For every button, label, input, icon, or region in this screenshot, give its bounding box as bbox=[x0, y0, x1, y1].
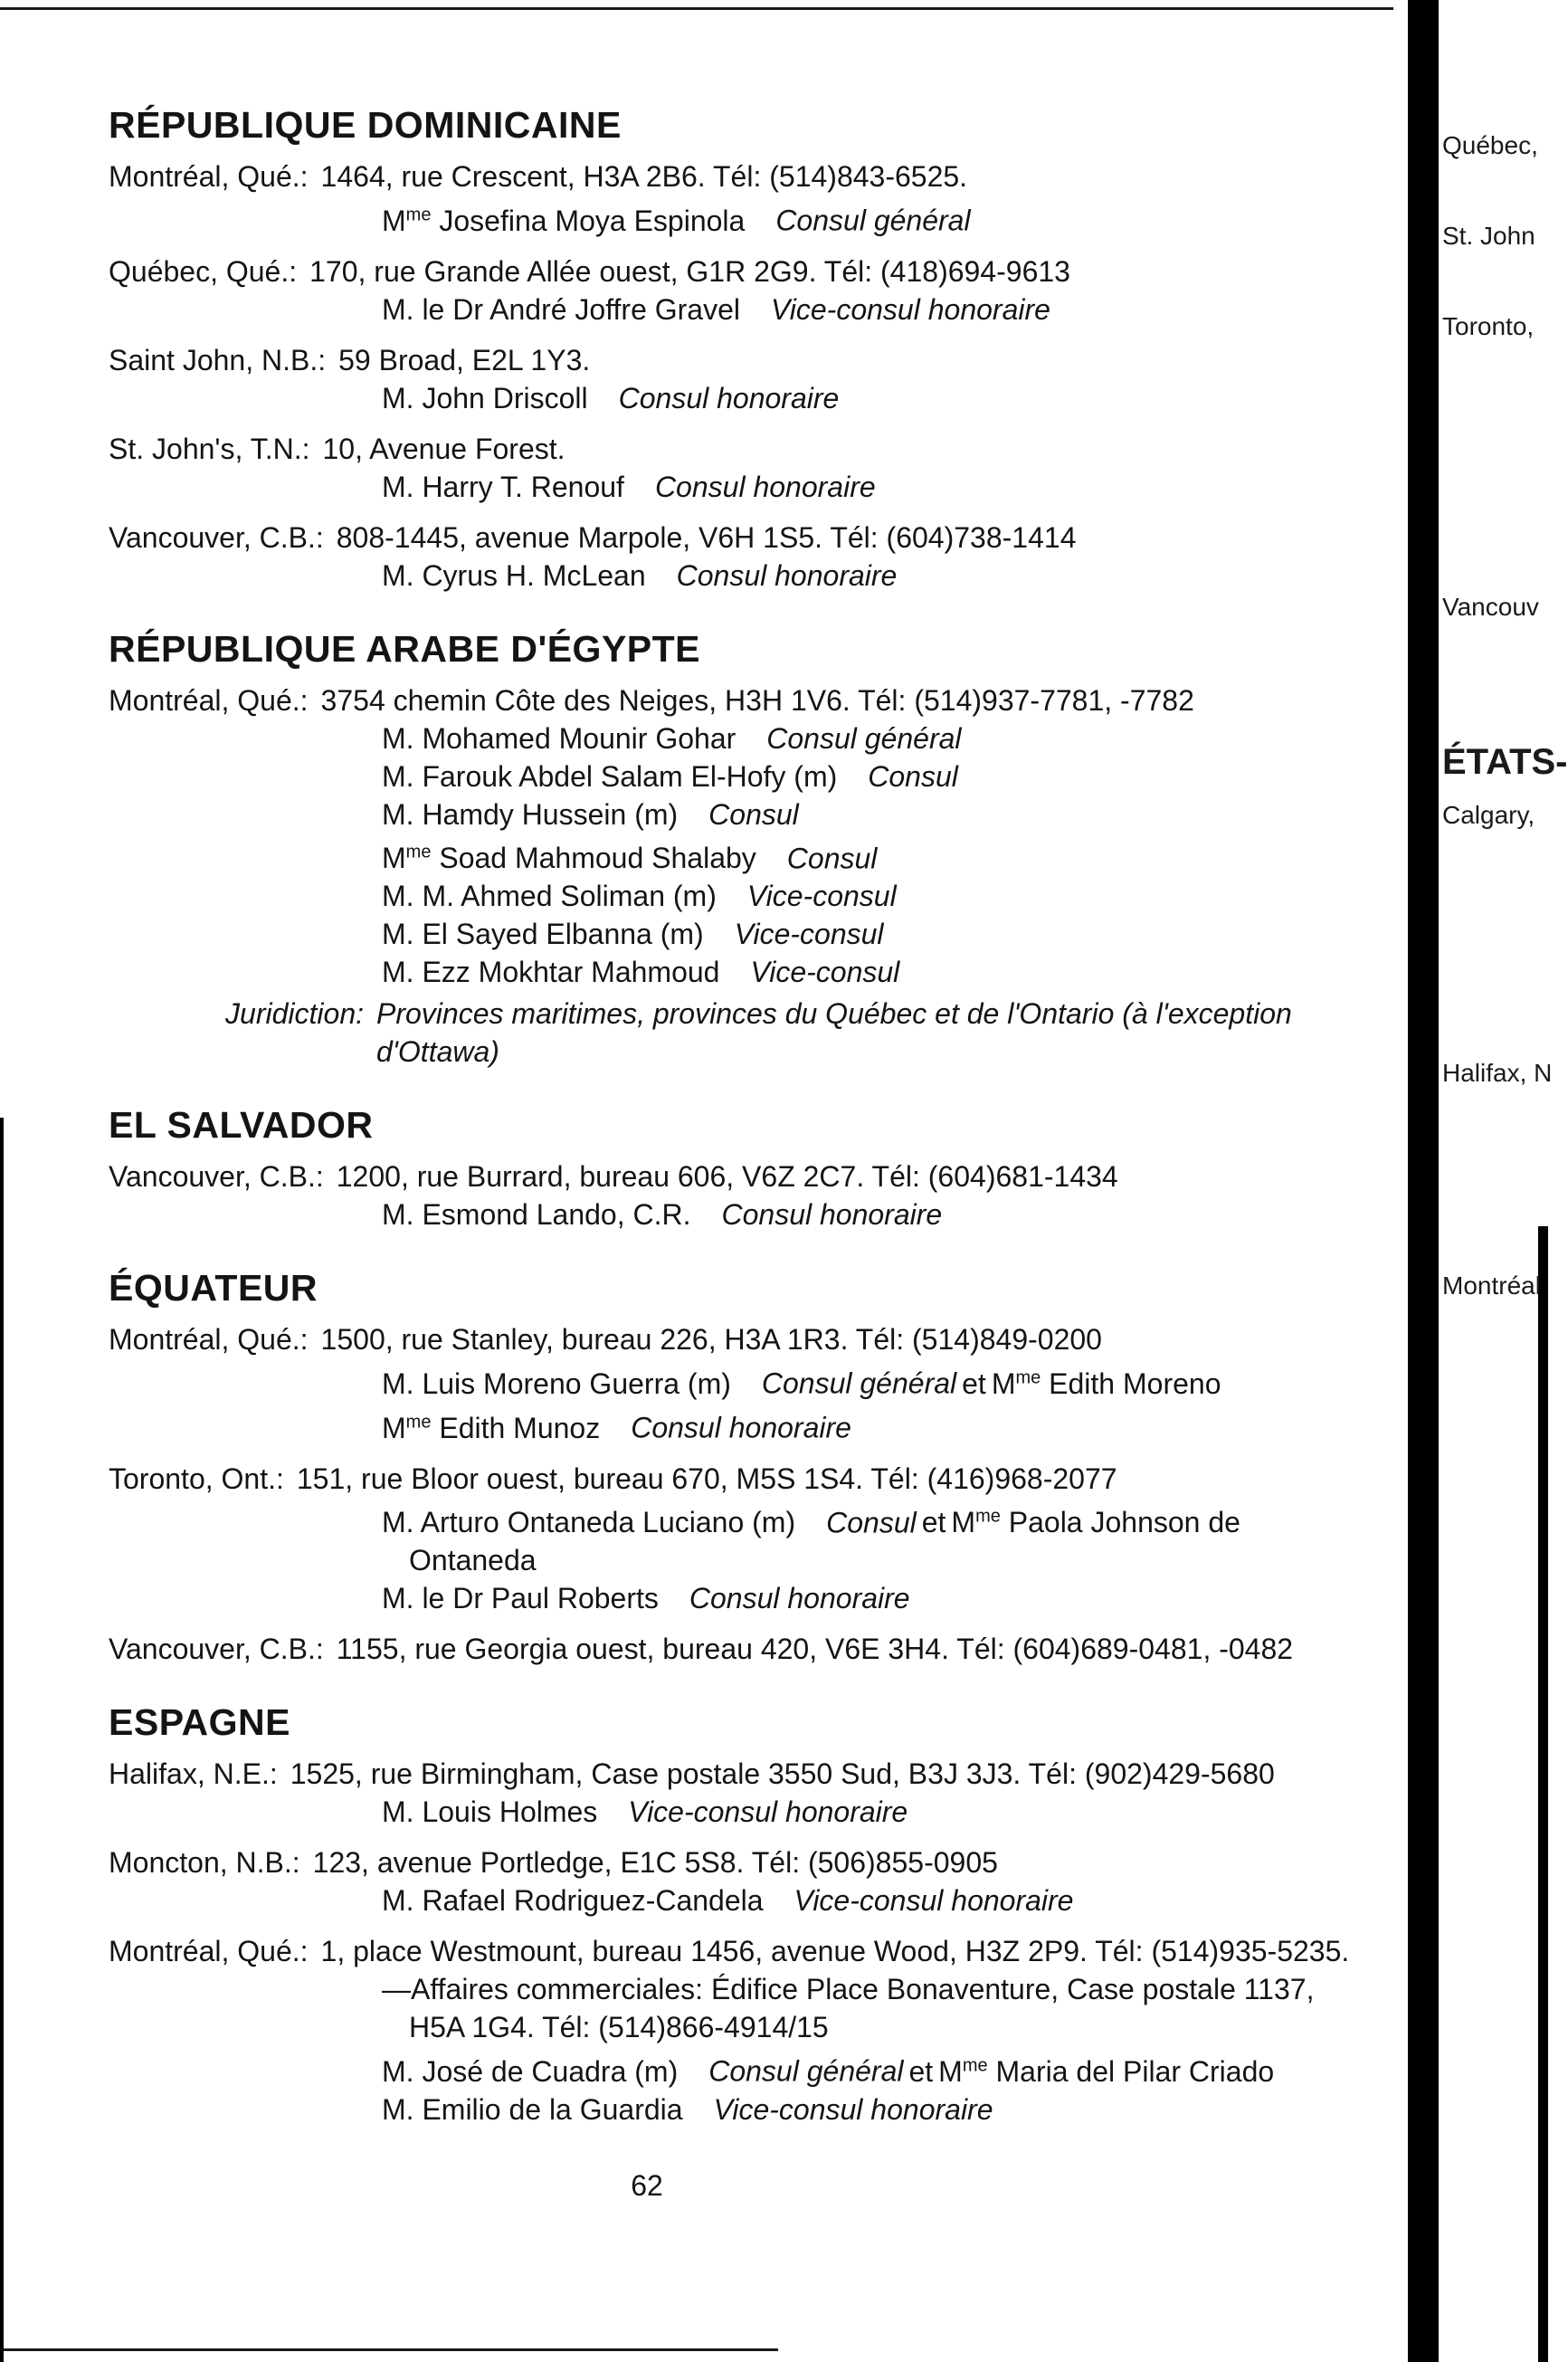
spouse-name bbox=[951, 1506, 1240, 1538]
official-line bbox=[109, 877, 1402, 915]
consulate-entry bbox=[109, 1630, 1402, 1668]
city-label: Montréal, Qué.: bbox=[109, 1323, 309, 1357]
official-line bbox=[109, 795, 1402, 833]
name-text: Edith Munoz bbox=[431, 1411, 601, 1444]
official-name bbox=[382, 880, 717, 912]
facing-page-text: Montréal bbox=[1442, 1271, 1541, 1300]
official-line bbox=[109, 2091, 1402, 2129]
consulate-entry bbox=[109, 1320, 1402, 1446]
name-prefix: M. le Dr André Joffre Gravel bbox=[382, 292, 740, 326]
official-name bbox=[382, 1795, 597, 1828]
honorific-superscript: me bbox=[405, 1411, 432, 1432]
name-text: Soad Mahmoud Shalaby bbox=[431, 842, 756, 875]
facing-page-text: Vancouv bbox=[1442, 593, 1539, 621]
consulate-entry bbox=[109, 1460, 1402, 1618]
address-text: 1464, rue Crescent, H3A 2B6. Tél: (514)843-6525. bbox=[320, 160, 968, 193]
official-name bbox=[382, 1367, 731, 1400]
city-label: St. John's, T.N.: bbox=[109, 432, 310, 465]
conjunction: et bbox=[908, 2054, 934, 2088]
city-label: Montréal, Qué.: bbox=[109, 1935, 309, 1968]
official-title: Vice-consul bbox=[746, 880, 897, 913]
name-prefix: M. Cyrus H. McLean bbox=[382, 558, 646, 592]
facing-page-text: Calgary, bbox=[1442, 801, 1535, 829]
name-prefix: M. Harry T. Renouf bbox=[382, 470, 624, 503]
official-name bbox=[382, 205, 745, 237]
entry-header-row bbox=[109, 252, 1402, 290]
entry-header-row bbox=[109, 1755, 1402, 1793]
city-label: Montréal, Qué.: bbox=[109, 160, 309, 193]
city-label: Halifax, N.E.: bbox=[109, 1757, 278, 1791]
official-line bbox=[109, 290, 1402, 329]
official-line bbox=[109, 557, 1402, 595]
commercial-affairs-line: —Affaires commerciales: Édifice Place Bonaventure, Case postale 1137, bbox=[382, 1973, 1315, 2006]
name-prefix: M. Emilio de la Guardia bbox=[382, 2092, 683, 2126]
name-prefix: M. Hamdy Hussein (m) bbox=[382, 797, 679, 831]
official-name bbox=[382, 293, 740, 326]
city-label: Vancouver, C.B.: bbox=[109, 1633, 324, 1666]
official-title: Consul général bbox=[708, 2054, 904, 2088]
official-title: Consul bbox=[868, 759, 958, 793]
entry-header-row bbox=[109, 681, 1402, 719]
name-prefix: M. Louis Holmes bbox=[382, 1795, 598, 1829]
name-prefix: M. Arturo Ontaneda Luciano (m) bbox=[382, 1506, 796, 1539]
address-text: 123, avenue Portledge, E1C 5S8. Tél: (506)855-0905 bbox=[312, 1846, 998, 1880]
address-text: 1500, rue Stanley, bureau 226, H3A 1R3. Tél: (514)849-0200 bbox=[320, 1323, 1102, 1357]
conjunction: et bbox=[921, 1506, 946, 1539]
spouse-text: Edith Moreno bbox=[1041, 1367, 1221, 1400]
consulate-entry bbox=[109, 1157, 1402, 1233]
facing-page-fragment bbox=[1442, 0, 1568, 2362]
official-name bbox=[382, 1198, 690, 1231]
official-title: Consul honoraire bbox=[631, 1411, 851, 1444]
official-line bbox=[109, 833, 1402, 878]
official-line bbox=[109, 1498, 1402, 1542]
honorific-superscript: me bbox=[962, 2055, 988, 2076]
spouse-prefix: M bbox=[991, 1367, 1016, 1400]
official-title: Vice-consul honoraire bbox=[771, 292, 1050, 326]
official-title: Consul honoraire bbox=[676, 558, 898, 592]
official-name bbox=[382, 842, 756, 874]
official-name bbox=[382, 471, 624, 503]
official-name bbox=[382, 1582, 659, 1614]
facing-page-text: Halifax, N bbox=[1442, 1059, 1553, 1087]
official-line bbox=[109, 1881, 1402, 1919]
jurisdiction-label: Juridiction: bbox=[225, 997, 364, 1031]
entry-header-row bbox=[109, 1460, 1402, 1498]
section-heading: ÉQUATEUR bbox=[109, 1267, 318, 1310]
official-title: Consul honoraire bbox=[721, 1198, 943, 1232]
official-title: Consul bbox=[786, 842, 878, 875]
official-name bbox=[382, 1506, 795, 1538]
official-name bbox=[382, 1884, 764, 1917]
official-title: Consul général bbox=[761, 1367, 957, 1400]
section-heading: RÉPUBLIQUE DOMINICAINE bbox=[109, 104, 622, 146]
spouse-name bbox=[992, 1367, 1221, 1400]
official-title: Consul honoraire bbox=[689, 1582, 910, 1615]
name-prefix: M. le Dr Paul Roberts bbox=[382, 1582, 659, 1615]
entry-header-row bbox=[109, 1932, 1402, 1970]
honorific-superscript: me bbox=[405, 205, 432, 224]
entry-header-row bbox=[109, 430, 1402, 468]
consulate-entry bbox=[109, 157, 1402, 240]
entry-header-row bbox=[109, 519, 1402, 557]
official-title: Consul bbox=[826, 1506, 917, 1539]
official-name bbox=[382, 918, 704, 950]
facing-page-text: St. John bbox=[1442, 222, 1535, 250]
spouse-name bbox=[938, 2055, 1274, 2088]
official-title: Consul honoraire bbox=[654, 470, 876, 503]
page-number: 62 bbox=[631, 2169, 663, 2202]
official-line bbox=[109, 1793, 1402, 1831]
bottom-rule bbox=[0, 2348, 778, 2351]
facing-page-text: Toronto, bbox=[1442, 312, 1535, 340]
official-title: Consul honoraire bbox=[618, 381, 840, 414]
city-label: Vancouver, C.B.: bbox=[109, 1160, 324, 1194]
address-text: 3754 chemin Côte des Neiges, H3H 1V6. Tél: (514)937-7781, -7782 bbox=[320, 683, 1194, 717]
consulate-entry bbox=[109, 252, 1402, 329]
entry-header-row bbox=[109, 1320, 1402, 1358]
spouse-prefix: M bbox=[951, 1506, 976, 1539]
official-line bbox=[109, 1358, 1402, 1403]
facing-page-text: Québec, bbox=[1442, 131, 1538, 159]
section-heading: ESPAGNE bbox=[109, 1701, 290, 1744]
official-name bbox=[382, 722, 736, 755]
official-title: Consul général bbox=[775, 204, 971, 237]
name-prefix: M bbox=[382, 842, 406, 875]
name-prefix: M. Esmond Lando, C.R. bbox=[382, 1198, 691, 1232]
official-line bbox=[109, 719, 1402, 757]
official-line bbox=[109, 953, 1402, 991]
conjunction: et bbox=[962, 1367, 986, 1400]
official-name bbox=[382, 1412, 600, 1444]
spouse-text: Maria del Pilar Criado bbox=[987, 2054, 1275, 2088]
top-rule bbox=[0, 7, 1393, 10]
address-text: 1, place Westmount, bureau 1456, avenue Wood, H3Z 2P9. Tél: (514)935-5235. bbox=[320, 1935, 1350, 1968]
directory-page bbox=[109, 101, 1402, 2141]
address-text: 808-1445, avenue Marpole, V6H 1S5. Tél: (604)738-1414 bbox=[336, 520, 1077, 554]
name-prefix: M. José de Cuadra (m) bbox=[382, 2054, 679, 2088]
address-text: 170, rue Grande Allée ouest, G1R 2G9. Tél: (418)694-9613 bbox=[309, 254, 1070, 288]
name-prefix: M. John Driscoll bbox=[382, 381, 588, 414]
jurisdiction-row bbox=[109, 995, 1402, 1071]
official-line bbox=[109, 1195, 1402, 1233]
consulate-entry bbox=[109, 1932, 1402, 2129]
name-prefix: M. M. Ahmed Soliman (m) bbox=[382, 880, 717, 913]
consulate-entry bbox=[109, 1843, 1402, 1919]
name-text: Josefina Moya Espinola bbox=[431, 204, 746, 237]
name-prefix: M. Ezz Mokhtar Mahmoud bbox=[382, 956, 720, 989]
entry-header-row bbox=[109, 1630, 1402, 1668]
official-title: Vice-consul honoraire bbox=[794, 1884, 1074, 1918]
official-line bbox=[109, 379, 1402, 417]
city-label: Vancouver, C.B.: bbox=[109, 520, 324, 554]
address-text: 59 Broad, E2L 1Y3. bbox=[338, 343, 591, 376]
scan-right-edge bbox=[1538, 1226, 1548, 2362]
section-heading: RÉPUBLIQUE ARABE D'ÉGYPTE bbox=[109, 627, 701, 670]
entry-header-row bbox=[109, 1157, 1402, 1195]
consulate-entry bbox=[109, 430, 1402, 506]
official-title: Vice-consul bbox=[750, 956, 900, 989]
name-prefix: M. Farouk Abdel Salam El-Hofy (m) bbox=[382, 759, 838, 793]
address-text: 1155, rue Georgia ouest, bureau 420, V6E 3H4. Tél: (604)689-0481, -0482 bbox=[336, 1633, 1294, 1666]
consulate-entry bbox=[109, 681, 1402, 1071]
official-line bbox=[109, 757, 1402, 795]
name-prefix: M. Luis Moreno Guerra (m) bbox=[382, 1367, 731, 1400]
commercial-affairs-line-cont: H5A 1G4. Tél: (514)866-4914/15 bbox=[409, 2011, 829, 2044]
official-line bbox=[109, 915, 1402, 953]
official-line bbox=[109, 195, 1402, 240]
official-line bbox=[109, 1579, 1402, 1617]
official-title: Vice-consul honoraire bbox=[713, 2092, 993, 2126]
official-name bbox=[382, 956, 719, 988]
page-gutter-divider bbox=[1408, 0, 1439, 2362]
official-name bbox=[382, 2055, 678, 2088]
city-label: Québec, Qué.: bbox=[109, 254, 298, 288]
spouse-prefix: M bbox=[938, 2054, 963, 2088]
entry-header-row bbox=[109, 1843, 1402, 1881]
official-name bbox=[382, 382, 588, 414]
official-name bbox=[382, 760, 837, 793]
consulate-entry bbox=[109, 519, 1402, 595]
city-label: Toronto, Ont.: bbox=[109, 1462, 284, 1495]
address-text: 10, Avenue Forest. bbox=[322, 432, 565, 465]
address-text: 1200, rue Burrard, bureau 606, V6Z 2C7. Tél: (604)681-1434 bbox=[336, 1160, 1118, 1194]
name-prefix: M. Mohamed Mounir Gohar bbox=[382, 721, 736, 755]
official-title: Consul général bbox=[766, 721, 962, 755]
official-title: Vice-consul bbox=[734, 918, 884, 951]
address-text: 151, rue Bloor ouest, bureau 670, M5S 1S4. Tél: (416)968-2077 bbox=[296, 1462, 1117, 1495]
city-label: Montréal, Qué.: bbox=[109, 683, 309, 717]
honorific-superscript: me bbox=[405, 842, 432, 862]
official-line bbox=[109, 468, 1402, 506]
name-prefix: M bbox=[382, 204, 406, 237]
official-title: Consul bbox=[708, 797, 799, 831]
name-prefix: M. Rafael Rodriguez-Candela bbox=[382, 1884, 764, 1918]
consulate-entry bbox=[109, 1755, 1402, 1831]
entry-header-row bbox=[109, 157, 1402, 195]
consulate-entry bbox=[109, 341, 1402, 417]
official-name bbox=[382, 2093, 683, 2126]
jurisdiction-text: Provinces maritimes, provinces du Québec et de l'Ontario (à l'exception d'Ottawa) bbox=[376, 997, 1292, 1069]
official-title: Vice-consul honoraire bbox=[628, 1795, 908, 1829]
official-name bbox=[382, 559, 646, 592]
section-heading: EL SALVADOR bbox=[109, 1104, 374, 1147]
honorific-superscript: me bbox=[975, 1506, 1001, 1527]
city-label: Moncton, N.B.: bbox=[109, 1846, 300, 1880]
entry-header-row bbox=[109, 341, 1402, 379]
address-text: 1525, rue Birmingham, Case postale 3550 Sud, B3J 3J3. Tél: (902)429-5680 bbox=[290, 1757, 1275, 1791]
official-line bbox=[109, 1403, 1402, 1447]
name-prefix: M bbox=[382, 1411, 406, 1444]
spouse-text: Paola Johnson de bbox=[1000, 1506, 1240, 1539]
spouse-name-cont: Ontaneda bbox=[409, 1544, 537, 1577]
name-prefix: M. El Sayed Elbanna (m) bbox=[382, 918, 704, 951]
facing-page-text: ÉTATS- bbox=[1442, 742, 1568, 782]
city-label: Saint John, N.B.: bbox=[109, 343, 327, 376]
honorific-superscript: me bbox=[1015, 1367, 1041, 1388]
official-line bbox=[109, 2046, 1402, 2091]
official-name bbox=[382, 798, 678, 831]
